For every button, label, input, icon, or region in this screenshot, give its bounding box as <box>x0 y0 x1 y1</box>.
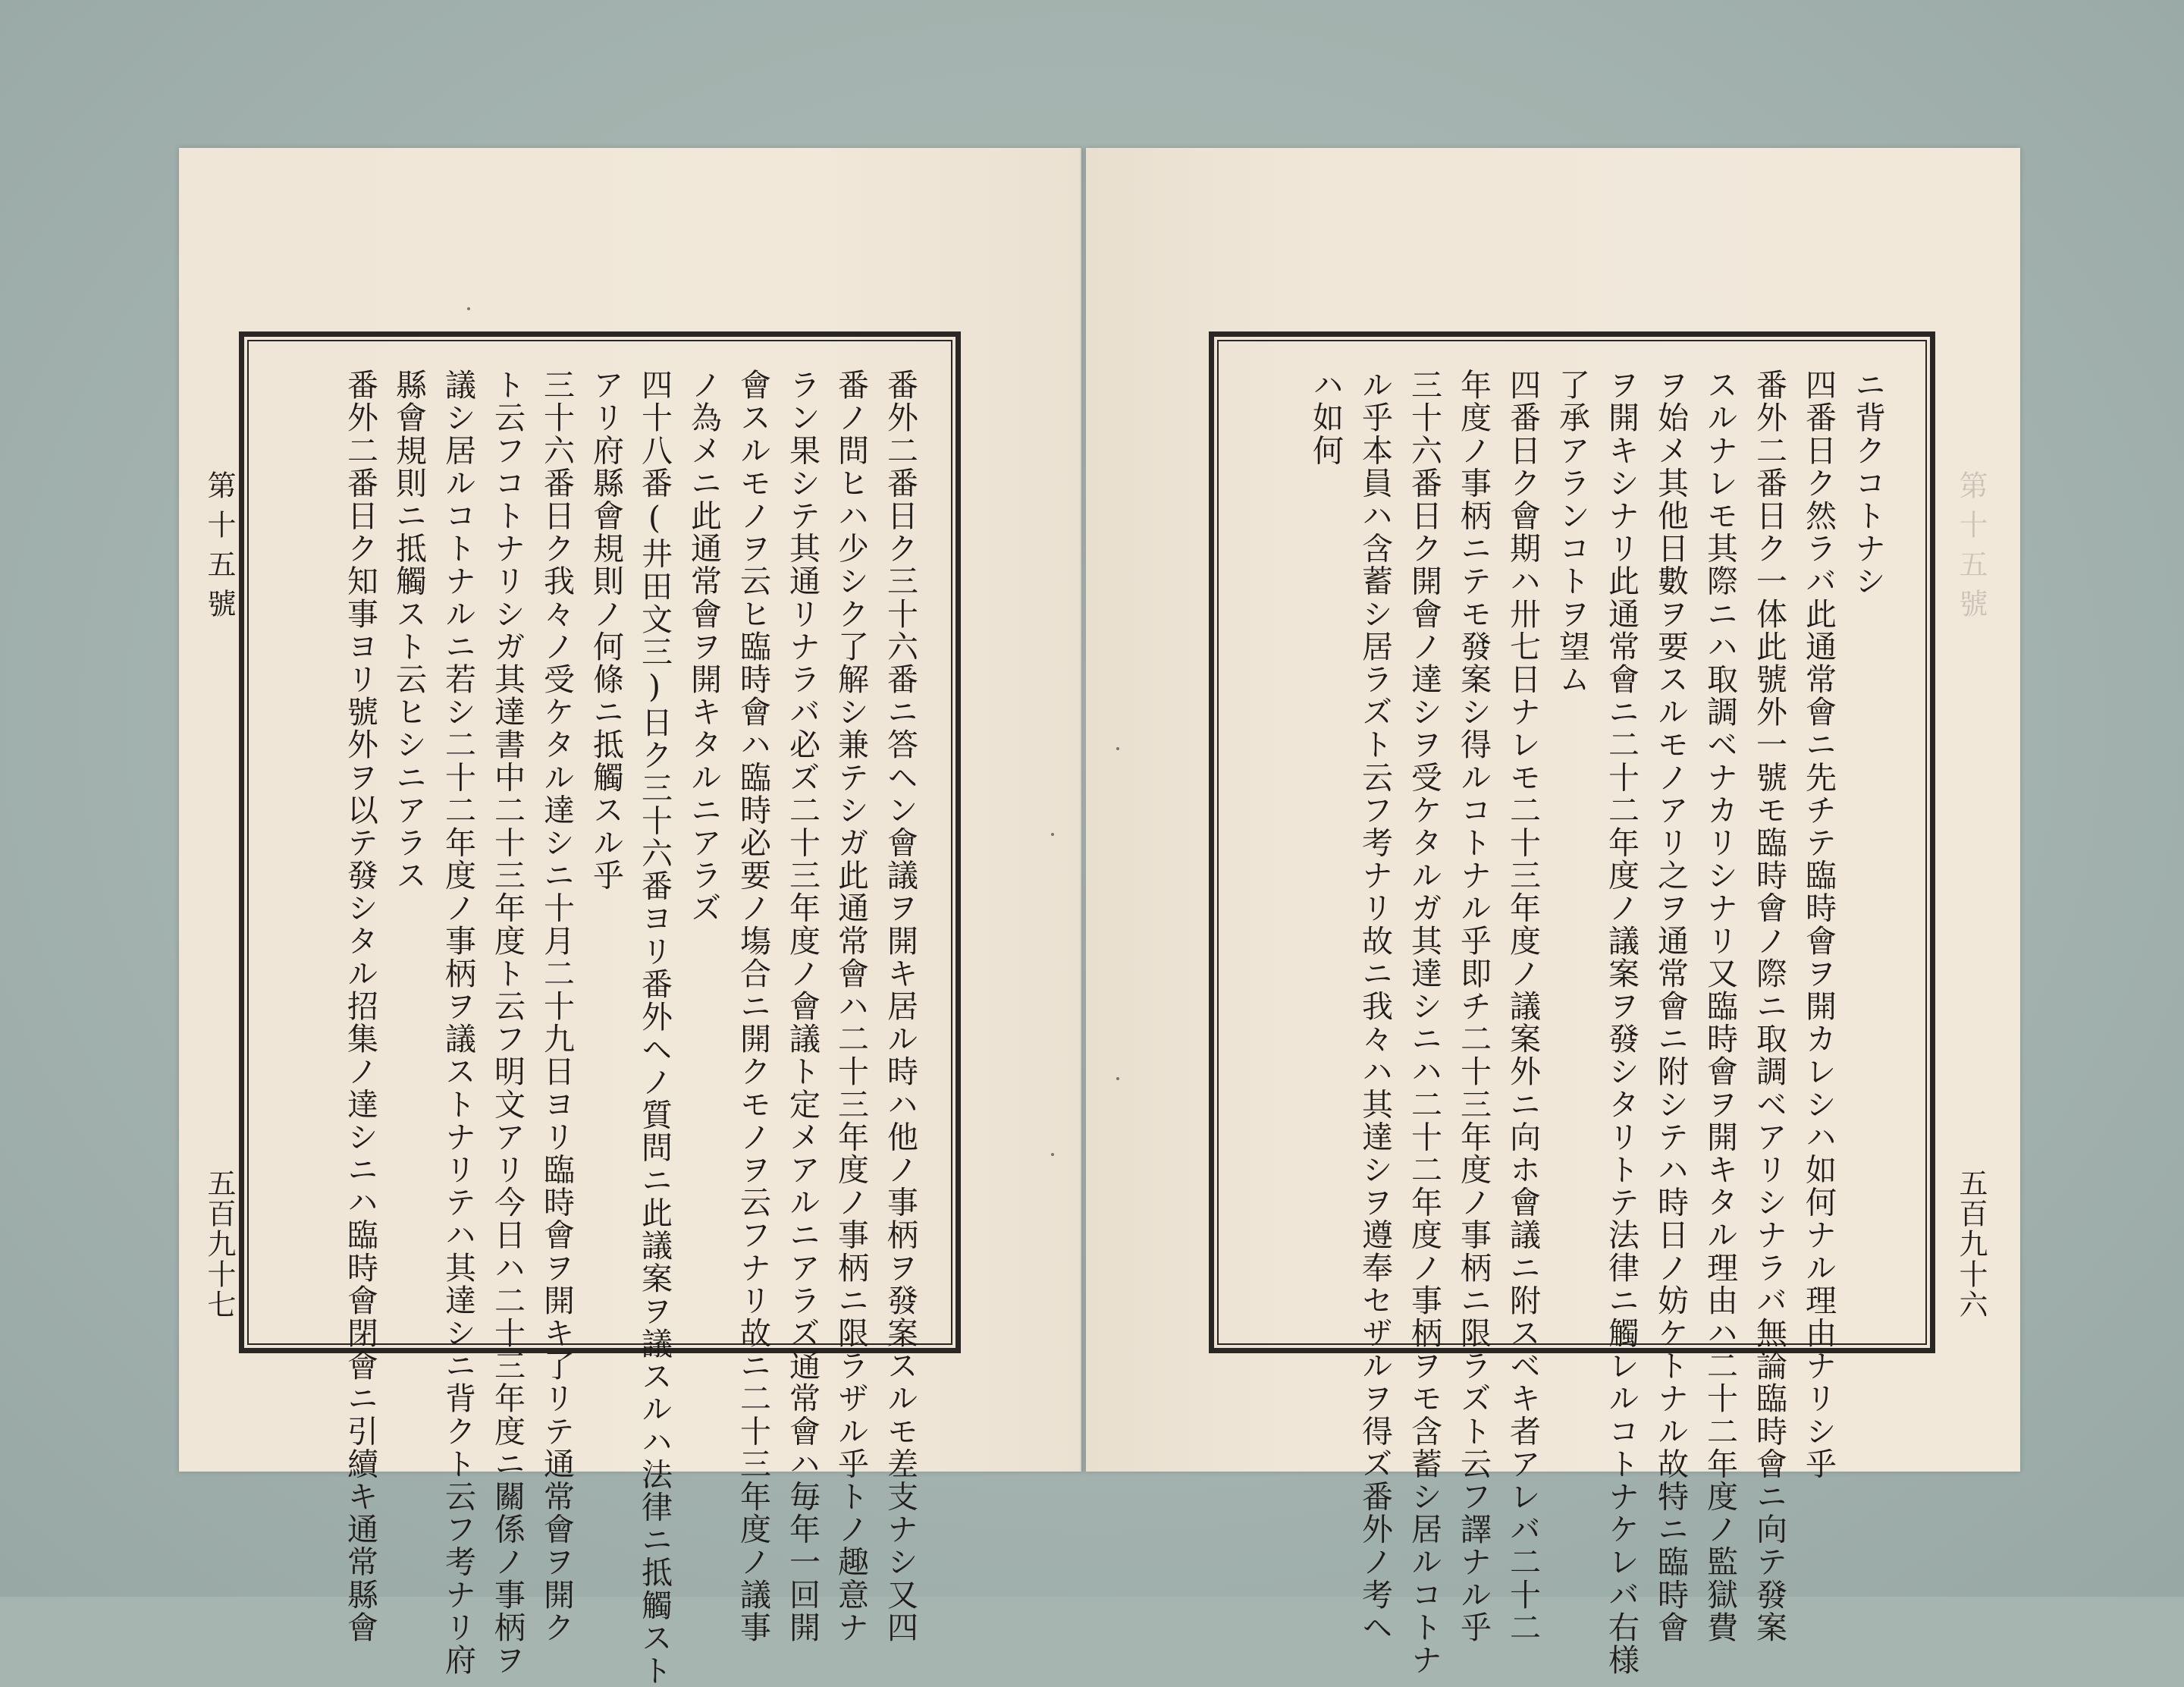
left-text-line: 番外二番日ク三十六番ニ答ヘン會議ヲ開キ居ル時ハ他ノ事柄ヲ發案スルモ差支ナシ又四 <box>882 369 918 1644</box>
right-text-line: 四番日ク會期ハ卅七日ナレモ二十三年度ノ議案外ニ向ホ會議ニ附スベキ者アレバ二十二 <box>1505 369 1541 1644</box>
left-text-line: 三十六番日ク我々ノ受ケタル達シニ十月二十九日ヨリ臨時會ヲ開キ了リテ通常會ヲ開ク <box>538 369 575 1644</box>
paper-speck <box>1116 1077 1119 1080</box>
left-text-line: 縣會規則ニ抵觸スト云ヒシニアラス <box>391 369 427 892</box>
left-page-header: 第十五號 <box>202 470 236 628</box>
left-text-line: ト云フコトナリシガ其達書中二十三年度ト云フ明文アリ今日ハ二十三年度ニ關係ノ事柄ヲ <box>489 369 526 1676</box>
right-text-line: ハ如何 <box>1307 369 1344 467</box>
right-text-line: ニ背クコトナシ <box>1850 369 1886 598</box>
left-text-line: 番ノ問ヒハ少シク了解シ兼テシガ此通常會ハ二十三年度ノ事柄ニ限ラザル乎トノ趣意ナ <box>833 369 869 1644</box>
right-text-line: 番外二番日ク一体此號外一號モ臨時會ノ際ニ取調ベアリシナラバ無論臨時會ニ向テ發案 <box>1751 369 1787 1644</box>
left-text-line: 會スルモノヲ云ヒ臨時會ハ臨時必要ノ塲合ニ開クモノヲ云フナリ故ニ二十三年度ノ議事 <box>735 369 771 1644</box>
paper-speck <box>1051 1153 1054 1156</box>
paper-speck <box>467 307 470 310</box>
right-text-line: ヲ始メ其他日數ヲ要スルモノアリ之ヲ通常會ニ附シテハ時日ノ妨ケトナル故特ニ臨時會 <box>1652 369 1689 1644</box>
right-page-header: 第十五號 <box>1954 470 1988 628</box>
right-text-line: 年度ノ事柄ニテモ發案シ得ルコトナル乎即チ二十三年度ノ事柄ニ限ラズト云フ譯ナル乎 <box>1455 369 1492 1644</box>
right-text-line: ヲ開キシナリ此通常會ニ二十二年度ノ議案ヲ發シタリトテ法律ニ觸レルコトナケレバ右様 <box>1603 369 1640 1676</box>
left-text-line: アリ府縣會規則ノ何條ニ抵觸スル乎 <box>588 369 624 892</box>
right-text-line: 了承アランコトヲ望ム <box>1554 369 1590 696</box>
left-text-line: ノ為メニ此通常會ヲ開キタルニアラズ <box>686 369 722 925</box>
right-text-line: 四番日ク然ラバ此通常會ニ先チテ臨時會ヲ開カレシハ如何ナル理由ナリシ乎 <box>1800 369 1837 1481</box>
right-page-number: 五百九十六 <box>1954 1168 1988 1320</box>
paper-speck <box>1051 833 1054 836</box>
right-text-line: スルナレモ其際ニハ取調ベナカリシナリ又臨時會ヲ開キタル理由ハ二十二年度ノ監獄費 <box>1702 369 1738 1644</box>
right-text-line: 三十六番日ク開會ノ達シヲ受ケタルガ其達シニハ二十二年度ノ事柄ヲモ含蓄シ居ルコトナ <box>1406 369 1442 1676</box>
left-text-line: 議シ居ルコトナルニ若シ二十二年度ノ事柄ヲ議ストナリテハ其達シニ背クト云フ考ナリ府 <box>440 369 476 1676</box>
paper-speck <box>1116 747 1119 750</box>
left-text-line: 番外二番日ク知事ヨリ號外ヲ以テ發シタル招集ノ達シニハ臨時會閉會ニ引續キ通常縣會 <box>342 369 378 1644</box>
right-text-line: ル乎本員ハ含蓄シ居ラズト云フ考ナリ故ニ我々ハ其達シヲ遵奉セザルヲ得ズ番外ノ考ヘ <box>1357 369 1393 1644</box>
left-text-line: ラン果シテ其通リナラバ必ズ二十三年度ノ會議ト定メアルニアラズ通常會ハ毎年一回開 <box>784 369 821 1644</box>
left-text-line: 四十八番(井田文三)日ク三十六番ヨリ番外ヘノ質問ニ此議案ヲ議スルハ法律ニ抵觸スト <box>636 369 673 1687</box>
left-page-number: 五百九十七 <box>202 1168 236 1320</box>
